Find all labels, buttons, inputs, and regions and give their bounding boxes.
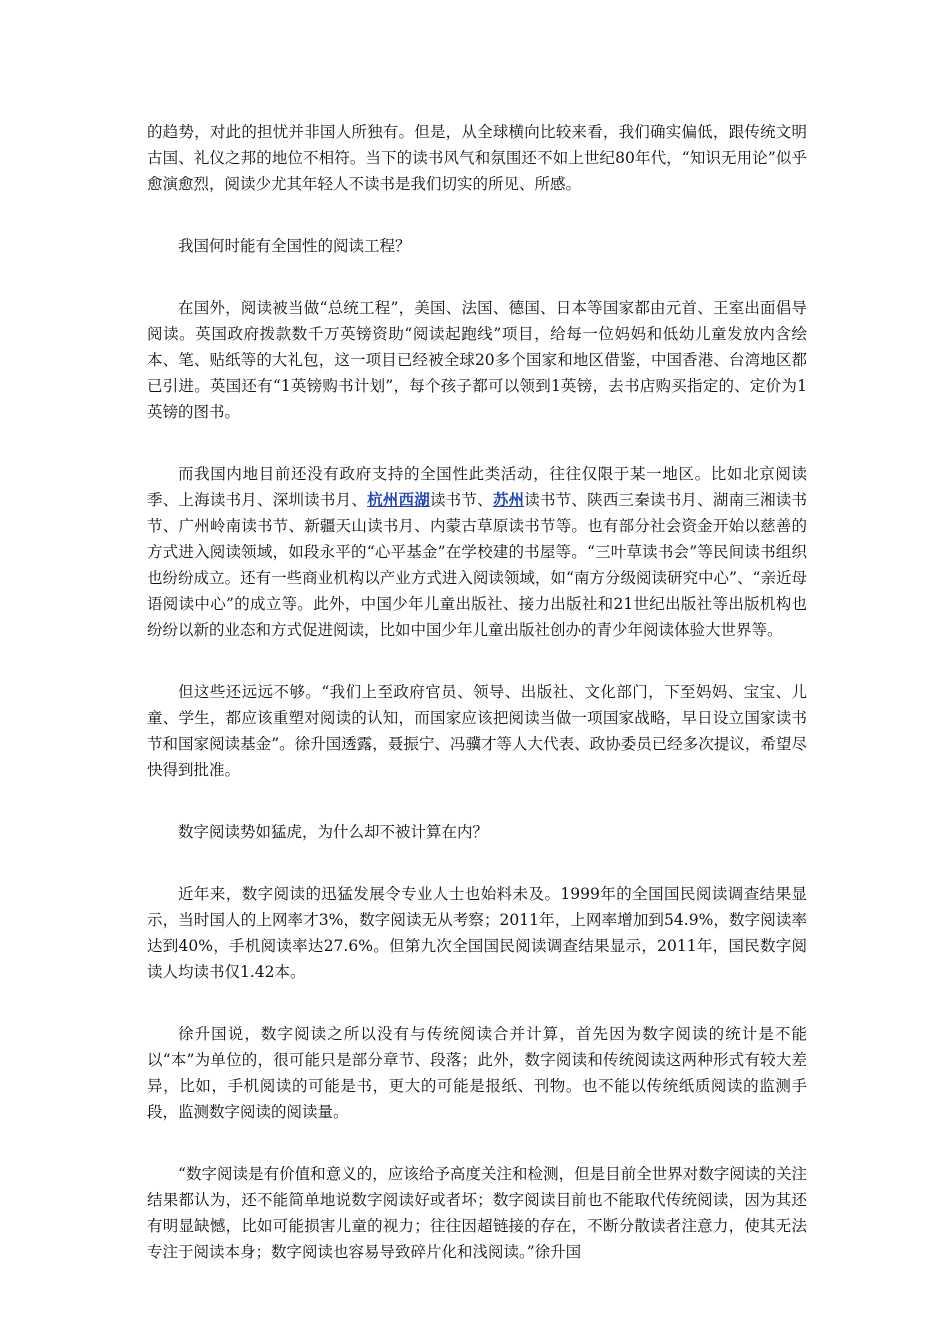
link-suzhou[interactable]: 苏州 bbox=[492, 490, 525, 509]
paragraph-1: 的趋势，对此的担忧并非国人所独有。但是，从全球横向比较来看，我们确实偏低，跟传统文明古国、礼仪之邦的地位不相符。当下的读书风气和氛围还不如上世纪80年代，“知识无用论”似乎愈演愈烈，阅读少尤其年轻人不读书是我们切实的所见、所感。 bbox=[147, 123, 807, 193]
paragraph-2: 在国外，阅读被当做“总统工程”，美国、法国、德国、日本等国家都由元首、王室出面倡导阅读。英国政府拨款数千万英镑资助“阅读起跑线”项目，给每一位妈妈和低幼儿童发放内含绘本、笔、贴纸等的大礼包，这一项目已经被全球20多个国家和地区借鉴，中国香港、台湾地区都已引进。英国还有“1英镑购书计划”，每个孩子都可以领到1英镑，去书店购买指定的、定价为1英镑的图书。 bbox=[147, 299, 807, 421]
section-heading-reading-project: 我国何时能有全国性的阅读工程？ bbox=[178, 237, 411, 255]
paragraph-6: 徐升国说，数字阅读之所以没有与传统阅读合并计算，首先因为数字阅读的统计是不能以“本”为单位的，很可能只是部分章节、段落；此外，数字阅读和传统阅读这两种形式有较大差异，比如，手机阅读的可能是书，更大的可能是报纸、刊物。也不能以传统纸质阅读的监测手段，监测数字阅读的阅读量。 bbox=[147, 1025, 807, 1121]
paragraph-7: “数字阅读是有价值和意义的，应该给予高度关注和检测，但是目前全世界对数字阅读的关注结果都认为，还不能简单地说数字阅读好或者坏；数字阅读目前也不能取代传统阅读，因为其还有明显缺憾，比如可能损害儿童的视力；往往因超链接的存在，不断分散读者注意力，使其无法专注于阅读本身；数字阅读也容易导致碎片化和浅阅读。”徐升国 bbox=[147, 1165, 807, 1261]
paragraph-3-text-a: 而我国内地目前还没有政府支持的全国性此类活动，往往仅限于某一地区。比如北京阅读季、上海读书月、深圳读书月、 bbox=[147, 465, 807, 509]
section-heading-digital-reading: 数字阅读势如猛虎，为什么却不被计算在内？ bbox=[178, 823, 489, 841]
paragraph-3-text-c: 读书节、陕西三秦读书月、湖南三湘读书节、广州岭南读书节、新疆天山读书月、内蒙古草原读书节等。也有部分社会资金开始以慈善的方式进入阅读领域，如段永平的“心平基金”在学校建的书屋等。“三叶草读书会”等民间读书组织也纷纷成立。还有一些商业机构以产业方式进入阅读领域，如“南方分级阅读研究中心”、“亲近母语阅读中心”的成立等。此外，中国少年儿童出版社、接力出版社和21世纪出版社等出版机构也纷纷以新的业态和方式促进阅读，比如中国少年儿童出版社创办的青少年阅读体验大世界等。 bbox=[147, 491, 807, 639]
article-body bbox=[147, 119, 807, 1265]
paragraph-3-text-b: 读书节、 bbox=[429, 491, 493, 509]
paragraph-3 bbox=[147, 461, 807, 643]
paragraph-4: 但这些还远远不够。“我们上至政府官员、领导、出版社、文化部门，下至妈妈、宝宝、儿童、学生，都应该重塑对阅读的认知，而国家应该把阅读当做一项国家战略，早日设立国家读书节和国家阅读基金”。徐升国透露，聂振宁、冯骥才等人大代表、政协委员已经多次提议，希望尽快得到批准。 bbox=[147, 683, 807, 779]
paragraph-5: 近年来，数字阅读的迅猛发展令专业人士也始料未及。1999年的全国国民阅读调查结果显示，当时国人的上网率才3%，数字阅读无从考察；2011年，上网率增加到54.9%，数字阅读率达到40%，手机阅读率达27.6%。但第九次全国国民阅读调查结果显示，2011年，国民数字阅读人均读书仅1.42本。 bbox=[147, 885, 807, 981]
link-hangzhou-xihu[interactable]: 杭州西湖 bbox=[367, 490, 430, 509]
